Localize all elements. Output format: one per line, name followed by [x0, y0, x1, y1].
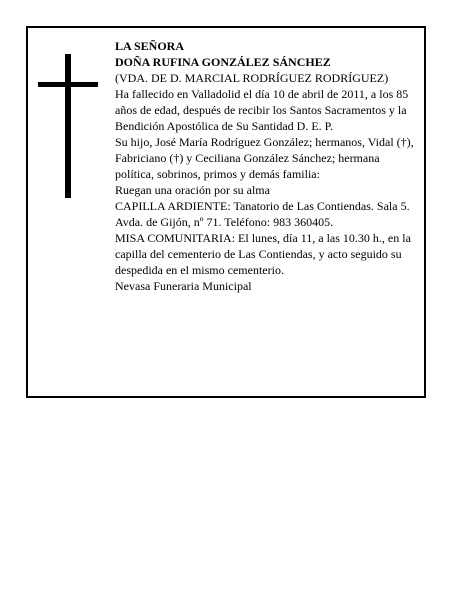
family-list: Su hijo, José María Rodríguez González; hermanos, Vidal (†), Fabriciano (†) y Ceciliana González Sánchez; hermana política, sobrinos, primos y demás familia: — [115, 135, 414, 181]
notice-text — [115, 38, 421, 294]
chapel-info: CAPILLA ARDIENTE: Tanatorio de Las Contiendas. Sala 5. Avda. de Gijón, nº 71. Teléfono: 983 360405. — [115, 199, 410, 229]
cross-vertical-bar — [65, 54, 71, 198]
death-announcement: Ha fallecido en Valladolid el día 10 de abril de 2011, a los 85 años de edad, después de recibir los Santos Sacramentos y la Bendición Apostólica de Su Santidad D. E. P. — [115, 87, 409, 133]
funeral-home: Nevasa Funeraria Municipal — [115, 279, 252, 293]
deceased-name: DOÑA RUFINA GONZÁLEZ SÁNCHEZ — [115, 55, 331, 69]
widow-of-line: (VDA. DE D. MARCIAL RODRÍGUEZ RODRÍGUEZ) — [115, 71, 389, 85]
mass-info: MISA COMUNITARIA: El lunes, día 11, a las 10.30 h., en la capilla del cementerio de Las Contiendas, y acto seguido su despedida en el mismo cementerio. — [115, 231, 411, 277]
cross-horizontal-bar — [38, 82, 98, 87]
obituary-notice — [26, 26, 426, 398]
cross-icon — [38, 54, 98, 198]
prayer-request: Ruegan una oración por su alma — [115, 183, 270, 197]
notice-title: LA SEÑORA — [115, 39, 185, 53]
